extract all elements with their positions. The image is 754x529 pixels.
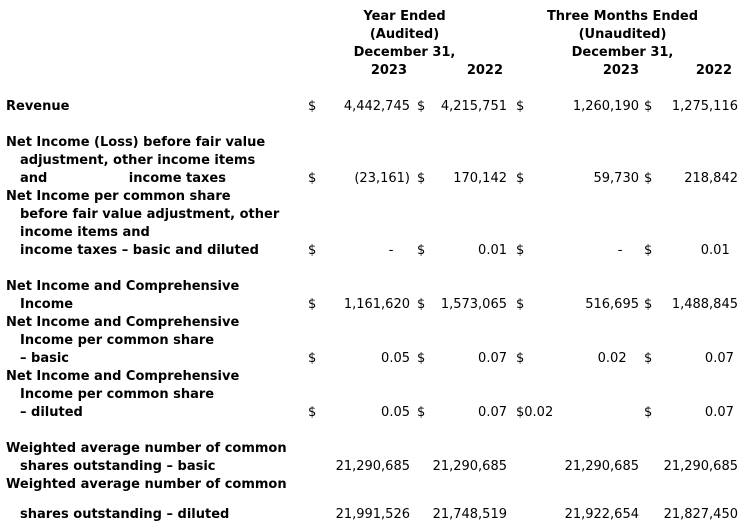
dollar-sign-quarter-2023 xyxy=(507,422,530,440)
dollar-sign-quarter-2023 xyxy=(507,440,530,458)
dollar-sign-quarter-2022: $ xyxy=(644,243,653,258)
dollar-sign-annual-2022: $ xyxy=(417,297,426,312)
dollar-sign-quarter-2022 xyxy=(641,278,661,296)
value-annual-2022 xyxy=(432,476,507,494)
dollar-sign-annual-2022 xyxy=(410,260,432,278)
dollar-sign-annual-2023 xyxy=(302,152,322,170)
spacer-row xyxy=(0,260,754,278)
value-annual-2023 xyxy=(322,386,410,404)
row-label xyxy=(0,422,302,440)
dollar-sign-annual-2022 xyxy=(410,152,432,170)
value-quarter-2023: 21,922,654 xyxy=(564,507,639,522)
empty-cell xyxy=(0,44,302,62)
row-label: Net Income (Loss) before fair value xyxy=(6,135,266,150)
row-label xyxy=(0,80,302,98)
row-label: Weighted average number of common xyxy=(6,441,287,456)
dollar-sign-quarter-2023: $ xyxy=(516,99,525,114)
table-row xyxy=(0,404,754,422)
dollar-sign-quarter-2022: $ xyxy=(644,297,653,312)
year-ended-header: Year Ended xyxy=(363,9,446,24)
value-annual-2022 xyxy=(432,152,507,170)
value-annual-2022 xyxy=(432,368,507,386)
value-annual-2022 xyxy=(432,386,507,404)
dollar-sign-annual-2023 xyxy=(302,494,322,506)
value-quarter-2023 xyxy=(530,260,641,278)
dollar-sign-quarter-2023 xyxy=(507,152,530,170)
value-annual-2023: 21,290,685 xyxy=(335,459,410,474)
value-quarter-2022 xyxy=(661,314,738,332)
spacer-row xyxy=(0,116,754,134)
date-label-annual: December 31, xyxy=(353,45,456,60)
value-quarter-2023: 21,290,685 xyxy=(564,459,639,474)
value-quarter-2022 xyxy=(661,224,738,242)
dollar-sign-quarter-2022 xyxy=(641,116,661,134)
value-quarter-2023 xyxy=(530,494,641,506)
column-header-annual-2023: 2023 xyxy=(370,63,407,78)
table-row xyxy=(0,278,754,296)
value-quarter-2022 xyxy=(661,80,738,98)
dollar-sign-annual-2022 xyxy=(410,116,432,134)
dollar-sign-quarter-2023 xyxy=(507,278,530,296)
value-annual-2022 xyxy=(432,278,507,296)
row-label: income taxes – basic and diluted xyxy=(20,243,259,258)
dollar-sign-annual-2022 xyxy=(410,224,432,242)
empty-cell xyxy=(302,62,322,80)
table-row xyxy=(0,314,754,332)
dollar-sign-quarter-2023 xyxy=(507,332,530,350)
table-row xyxy=(0,386,754,404)
value-annual-2022 xyxy=(432,314,507,332)
table-row xyxy=(0,170,754,188)
value-annual-2023 xyxy=(322,206,410,224)
dollar-sign-quarter-2022 xyxy=(641,134,661,152)
value-annual-2023 xyxy=(322,152,410,170)
value-quarter-2023 xyxy=(530,332,641,350)
value-annual-2023 xyxy=(322,422,410,440)
spacer-row xyxy=(0,80,754,98)
audited-label: (Audited) xyxy=(369,27,440,42)
value-annual-2023 xyxy=(322,260,410,278)
value-annual-2022 xyxy=(432,80,507,98)
dollar-sign-annual-2023 xyxy=(302,80,322,98)
value-quarter-2023 xyxy=(530,476,641,494)
value-annual-2022 xyxy=(432,440,507,458)
value-quarter-2023 xyxy=(530,404,641,422)
value-annual-2022: 0.01 xyxy=(478,243,507,258)
dollar-sign-quarter-2022 xyxy=(641,332,661,350)
three-months-ended-header: Three Months Ended xyxy=(546,9,699,24)
dollar-sign-quarter-2023: $ xyxy=(516,171,525,186)
dollar-sign-quarter-2023 xyxy=(507,188,530,206)
dollar-sign-annual-2022 xyxy=(410,134,432,152)
value-annual-2022: 4,215,751 xyxy=(440,99,507,114)
value-quarter-2023: 1,260,190 xyxy=(572,99,639,114)
value-quarter-2022: 0.07 xyxy=(704,405,738,420)
table-row xyxy=(0,506,754,524)
value-annual-2023: (23,161) xyxy=(354,171,410,186)
value-quarter-2022 xyxy=(661,422,738,440)
table-row xyxy=(0,134,754,152)
row-label: Income per common share xyxy=(20,387,215,402)
row-label: – diluted xyxy=(20,405,83,420)
dollar-sign-quarter-2022 xyxy=(641,206,661,224)
dollar-sign-annual-2022: $ xyxy=(417,243,426,258)
value-annual-2023 xyxy=(322,494,410,506)
value-quarter-2023 xyxy=(530,224,641,242)
table-row xyxy=(0,350,754,368)
value-quarter-2023: 59,730 xyxy=(593,171,639,186)
value-quarter-2023 xyxy=(530,134,641,152)
dollar-sign-quarter-2022 xyxy=(641,476,661,494)
table-row xyxy=(0,224,754,242)
row-label: and income taxes xyxy=(20,171,226,186)
dollar-sign-annual-2022: $ xyxy=(417,99,426,114)
dollar-sign-quarter-2023 xyxy=(507,116,530,134)
dollar-sign-annual-2023: $ xyxy=(308,297,317,312)
row-label: income items and xyxy=(20,225,150,240)
value-quarter-2022 xyxy=(661,134,738,152)
dollar-sign-annual-2022 xyxy=(410,278,432,296)
header-row-audit xyxy=(0,26,754,44)
value-quarter-2022 xyxy=(661,206,738,224)
dollar-sign-quarter-2022 xyxy=(641,386,661,404)
row-label xyxy=(0,260,302,278)
dollar-sign-quarter-2022 xyxy=(641,260,661,278)
value-quarter-2022 xyxy=(661,332,738,350)
table-row xyxy=(0,440,754,458)
dollar-sign-quarter-2023 xyxy=(507,260,530,278)
dollar-sign-annual-2023 xyxy=(302,188,322,206)
dollar-sign-quarter-2023 xyxy=(507,476,530,494)
row-label: before fair value adjustment, other xyxy=(20,207,280,222)
dollar-sign-quarter-2022: $ xyxy=(644,351,653,366)
dollar-sign-annual-2023: $ xyxy=(308,243,317,258)
dollar-sign-quarter-2023 xyxy=(507,506,530,524)
empty-cell xyxy=(507,62,530,80)
dollar-sign-quarter-2023: $ xyxy=(516,297,525,312)
value-annual-2023: 1,161,620 xyxy=(343,297,410,312)
value-annual-2023 xyxy=(322,440,410,458)
value-quarter-2022 xyxy=(661,278,738,296)
dollar-sign-annual-2023 xyxy=(302,332,322,350)
dollar-sign-quarter-2023 xyxy=(507,224,530,242)
dollar-sign-annual-2022: $ xyxy=(417,351,426,366)
row-label: shares outstanding – basic xyxy=(20,459,216,474)
dollar-sign-annual-2022: $ xyxy=(417,171,426,186)
value-annual-2022 xyxy=(432,116,507,134)
value-annual-2023 xyxy=(322,368,410,386)
dollar-sign-annual-2022 xyxy=(410,368,432,386)
value-quarter-2022 xyxy=(661,386,738,404)
dollar-sign-annual-2023 xyxy=(302,458,322,476)
dollar-sign-annual-2023 xyxy=(302,206,322,224)
dollar-sign-annual-2023 xyxy=(302,314,322,332)
dollar-sign-annual-2023 xyxy=(302,440,322,458)
column-header-quarter-2022: 2022 xyxy=(695,63,732,78)
row-label xyxy=(0,116,302,134)
value-annual-2022: 0.07 xyxy=(478,351,507,366)
dollar-sign-quarter-2023: $ xyxy=(516,351,525,366)
value-annual-2023 xyxy=(322,188,410,206)
row-label: Weighted average number of common xyxy=(6,477,287,492)
value-quarter-2022 xyxy=(661,368,738,386)
empty-cell xyxy=(0,26,302,44)
dollar-sign-annual-2022 xyxy=(410,440,432,458)
value-annual-2023 xyxy=(322,80,410,98)
dollar-sign-quarter-2022 xyxy=(641,368,661,386)
dollar-sign-annual-2022 xyxy=(410,494,432,506)
dollar-sign-annual-2022 xyxy=(410,506,432,524)
dollar-sign-quarter-2023 xyxy=(507,206,530,224)
value-annual-2023 xyxy=(322,332,410,350)
empty-cell xyxy=(0,8,302,26)
table-row xyxy=(0,98,754,116)
value-quarter-2023 xyxy=(530,80,641,98)
value-quarter-2023 xyxy=(530,422,641,440)
dollar-sign-annual-2023: $ xyxy=(308,171,317,186)
table-row xyxy=(0,152,754,170)
dollar-sign-quarter-2023 xyxy=(507,134,530,152)
table-row xyxy=(0,476,754,494)
row-label: Net Income per common share xyxy=(6,189,231,204)
dollar-sign-annual-2023 xyxy=(302,368,322,386)
value-annual-2023 xyxy=(322,278,410,296)
value-annual-2022: 170,142 xyxy=(453,171,507,186)
value-quarter-2023: 0.02 xyxy=(597,351,639,366)
value-quarter-2023 xyxy=(530,440,641,458)
dollar-sign-quarter-2022 xyxy=(641,506,661,524)
row-label: Net Income and Comprehensive xyxy=(6,279,240,294)
value-quarter-2022: 1,488,845 xyxy=(671,297,738,312)
dollar-sign-annual-2023 xyxy=(302,134,322,152)
dollar-sign-quarter-2022 xyxy=(641,188,661,206)
dollar-sign-annual-2023 xyxy=(302,260,322,278)
value-annual-2022 xyxy=(432,260,507,278)
value-quarter-2023: - xyxy=(617,243,639,258)
table-row xyxy=(0,188,754,206)
value-quarter-2022 xyxy=(661,188,738,206)
value-annual-2022 xyxy=(432,224,507,242)
table-row xyxy=(0,296,754,314)
value-annual-2022 xyxy=(432,422,507,440)
dollar-sign-annual-2023 xyxy=(302,386,322,404)
value-quarter-2022: 0.07 xyxy=(704,351,738,366)
value-quarter-2023 xyxy=(530,386,641,404)
dollar-sign-quarter-2022 xyxy=(641,458,661,476)
value-annual-2022 xyxy=(432,188,507,206)
dollar-sign-annual-2022 xyxy=(410,206,432,224)
value-quarter-2022: 0.01 xyxy=(700,243,738,258)
dollar-sign-annual-2022 xyxy=(410,386,432,404)
value-quarter-2022 xyxy=(661,476,738,494)
row-label: shares outstanding – diluted xyxy=(20,507,230,522)
column-header-annual-2022: 2022 xyxy=(466,63,503,78)
dollar-sign-quarter-2022 xyxy=(641,422,661,440)
dollar-sign-quarter-2022: $ xyxy=(644,99,653,114)
dollar-sign-annual-2022 xyxy=(410,332,432,350)
value-annual-2023 xyxy=(322,224,410,242)
dollar-sign-annual-2022 xyxy=(410,314,432,332)
value-quarter-2023 xyxy=(530,206,641,224)
value-annual-2023 xyxy=(322,134,410,152)
dollar-sign-quarter-2022: $ xyxy=(644,405,653,420)
dollar-sign-annual-2022 xyxy=(410,476,432,494)
unaudited-label: (Unaudited) xyxy=(578,27,667,42)
spacer-row xyxy=(0,422,754,440)
value-quarter-2022 xyxy=(661,116,738,134)
column-header-quarter-2023: 2023 xyxy=(602,63,639,78)
row-label: Revenue xyxy=(6,99,70,114)
dollar-sign-annual-2023: $ xyxy=(308,351,317,366)
dollar-sign-quarter-2023 xyxy=(507,386,530,404)
value-annual-2023: 0.05 xyxy=(381,351,410,366)
dollar-sign-annual-2023: $ xyxy=(308,99,317,114)
dollar-sign-quarter-2022 xyxy=(641,224,661,242)
header-row-period xyxy=(0,8,754,26)
value-quarter-2022 xyxy=(661,260,738,278)
row-label: – basic xyxy=(20,351,70,366)
value-quarter-2022: 21,827,450 xyxy=(663,507,738,522)
dollar-sign-annual-2023 xyxy=(302,476,322,494)
value-annual-2022: 21,748,519 xyxy=(432,507,507,522)
value-quarter-2022: 21,290,685 xyxy=(663,459,738,474)
dollar-sign-quarter-2022: $ xyxy=(644,171,653,186)
dollar-sign-annual-2023 xyxy=(302,116,322,134)
dollar-sign-quarter-2023: $0.02 xyxy=(516,405,554,420)
header-row-years xyxy=(0,62,754,80)
value-quarter-2023: 516,695 xyxy=(585,297,639,312)
header-row-date xyxy=(0,44,754,62)
value-annual-2022 xyxy=(432,332,507,350)
value-annual-2023 xyxy=(322,116,410,134)
dollar-sign-quarter-2023 xyxy=(507,80,530,98)
dollar-sign-annual-2023 xyxy=(302,224,322,242)
row-label: Net Income and Comprehensive xyxy=(6,315,240,330)
empty-cell xyxy=(0,62,302,80)
dollar-sign-quarter-2023 xyxy=(507,458,530,476)
row-label: adjustment, other income items xyxy=(20,153,256,168)
table-row xyxy=(0,368,754,386)
row-label: Income xyxy=(20,297,74,312)
dollar-sign-annual-2022 xyxy=(410,80,432,98)
value-quarter-2023 xyxy=(530,116,641,134)
value-annual-2022 xyxy=(432,494,507,506)
dollar-sign-quarter-2022 xyxy=(641,80,661,98)
dollar-sign-annual-2022 xyxy=(410,422,432,440)
dollar-sign-quarter-2022 xyxy=(641,440,661,458)
value-annual-2023: 4,442,745 xyxy=(343,99,410,114)
dollar-sign-annual-2022 xyxy=(410,458,432,476)
value-annual-2022: 1,573,065 xyxy=(440,297,507,312)
value-quarter-2022: 218,842 xyxy=(684,171,738,186)
table-row xyxy=(0,458,754,476)
value-annual-2023 xyxy=(322,314,410,332)
value-quarter-2023 xyxy=(530,278,641,296)
value-quarter-2022 xyxy=(661,152,738,170)
dollar-sign-quarter-2022 xyxy=(641,494,661,506)
value-annual-2022 xyxy=(432,206,507,224)
dollar-sign-annual-2023: $ xyxy=(308,405,317,420)
table-row xyxy=(0,206,754,224)
dollar-sign-quarter-2023: $ xyxy=(516,243,525,258)
row-label xyxy=(0,494,302,506)
value-quarter-2022: 1,275,116 xyxy=(671,99,738,114)
dollar-sign-quarter-2023 xyxy=(507,368,530,386)
table-row xyxy=(0,332,754,350)
value-quarter-2023 xyxy=(530,188,641,206)
table-body xyxy=(0,80,754,524)
empty-cell xyxy=(641,62,661,80)
value-quarter-2023 xyxy=(530,368,641,386)
dollar-sign-quarter-2023 xyxy=(507,314,530,332)
dollar-sign-quarter-2022 xyxy=(641,152,661,170)
dollar-sign-annual-2023 xyxy=(302,506,322,524)
dollar-sign-quarter-2023 xyxy=(507,494,530,506)
value-annual-2022: 21,290,685 xyxy=(432,459,507,474)
value-quarter-2022 xyxy=(661,440,738,458)
table-row xyxy=(0,242,754,260)
dollar-sign-annual-2023 xyxy=(302,422,322,440)
value-quarter-2023 xyxy=(530,314,641,332)
value-annual-2022 xyxy=(432,134,507,152)
value-annual-2022: 0.07 xyxy=(478,405,507,420)
dollar-sign-annual-2023 xyxy=(302,278,322,296)
value-annual-2023: 21,991,526 xyxy=(335,507,410,522)
dollar-sign-quarter-2022 xyxy=(641,314,661,332)
row-label: Net Income and Comprehensive xyxy=(6,369,240,384)
spacer-row xyxy=(0,494,754,506)
row-label: Income per common share xyxy=(20,333,215,348)
dollar-sign-annual-2022: $ xyxy=(417,405,426,420)
date-label-quarter: December 31, xyxy=(571,45,674,60)
empty-cell xyxy=(410,62,432,80)
value-quarter-2022 xyxy=(661,494,738,506)
value-annual-2023: 0.05 xyxy=(381,405,410,420)
dollar-sign-annual-2022 xyxy=(410,188,432,206)
value-quarter-2023 xyxy=(530,152,641,170)
value-annual-2023: - xyxy=(388,243,410,258)
value-annual-2023 xyxy=(322,476,410,494)
